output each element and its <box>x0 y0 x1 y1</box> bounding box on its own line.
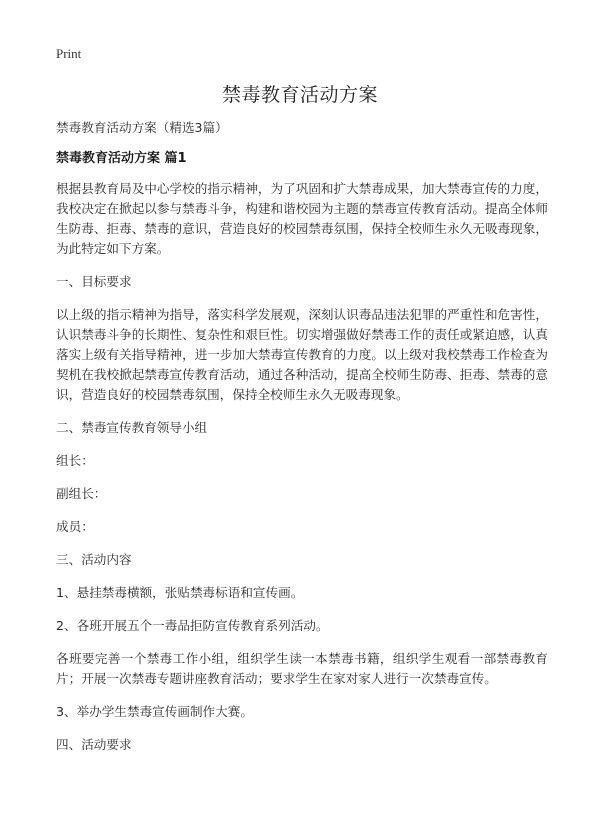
activity-item-3: 3、举办学生禁毒宣传画制作大赛。 <box>56 704 253 719</box>
members-label: 成员： <box>56 519 94 534</box>
activity-item-2: 2、各班开展五个一毒品拒防宣传教育系列活动。 <box>56 618 329 633</box>
leader-label: 组长： <box>56 453 94 468</box>
deputy-leader-label: 副组长： <box>56 486 107 501</box>
activity-item-1: 1、悬挂禁毒横额，张贴禁毒标语和宣传画。 <box>56 585 304 600</box>
document-subtitle: 禁毒教育活动方案（精选3篇） <box>56 120 228 135</box>
paragraph-goals: 以上级的指示精神为指导，落实科学发展观，深刻认识毒品违法犯罪的严重性和危害性，认识禁毒斗争的长期性、复杂性和艰巨性。切实增强做好禁毒工作的责任或紧迫感，认真落实上级有关指导精神，进一步加大禁毒宣传教育的力度。以上级对我校禁毒工作检查为契机在我校掀起禁毒宣传教育活动，通过各种活动，提高全校师生防毒、拒毒、禁毒的意识，营造良好的校园禁毒氛围，保持全校师生永久无吸毒现象。 <box>56 307 548 402</box>
print-link[interactable]: Print <box>56 46 82 61</box>
heading-activity-content: 三、活动内容 <box>56 552 132 567</box>
paragraph-class-requirements: 各班要完善一个禁毒工作小组，组织学生读一本禁毒书籍，组织学生观看一部禁毒教育片；开展一次禁毒专题讲座教育活动；要求学生在家对家人进行一次禁毒宣传。 <box>56 651 548 686</box>
heading-activity-requirements: 四、活动要求 <box>56 737 132 752</box>
document-title: 禁毒教育活动方案 <box>221 84 378 106</box>
heading-leadership-group: 二、禁毒宣传教育领导小组 <box>56 420 208 435</box>
document-body <box>56 118 548 768</box>
section-heading: 禁毒教育活动方案 篇1 <box>56 151 187 166</box>
paragraph-intro: 根据县教育局及中心学校的指示精神，为了巩固和扩大禁毒成果，加大禁毒宣传的力度，我校决定在掀起以参与禁毒斗争，构建和谐校园为主题的禁毒宣传教育活动。提高全体师生防毒、拒毒、禁毒的意识，营造良好的校园禁毒氛围，保持全校师生永久无吸毒现象，为此特定如下方案。 <box>56 181 548 256</box>
heading-goals: 一、目标要求 <box>56 274 132 289</box>
